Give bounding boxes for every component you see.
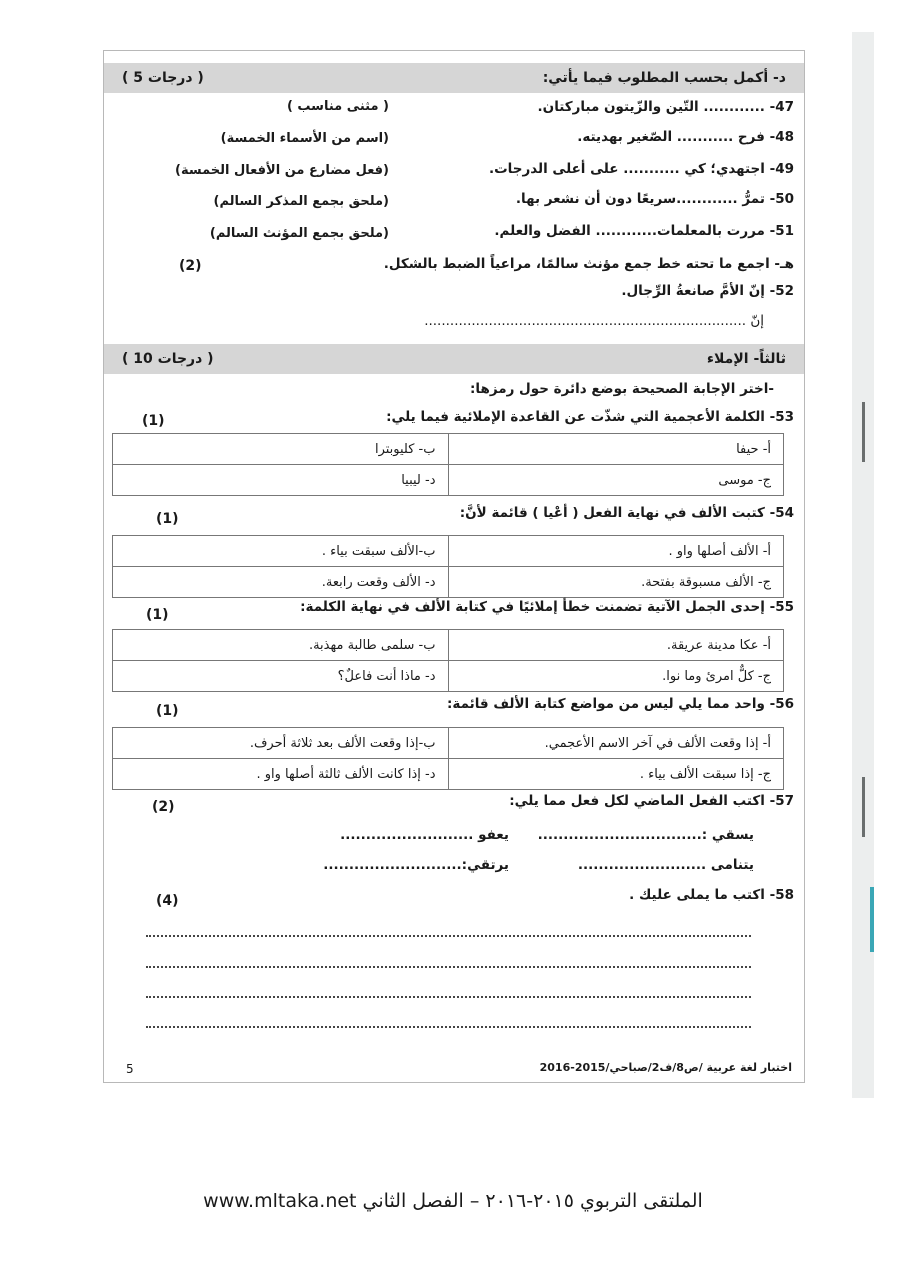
question-57-score: (2): [152, 799, 175, 815]
question-51: 51- مررت بالمعلمات............ الفضل والعلم.: [494, 223, 794, 239]
section-h-score: (2): [179, 258, 202, 274]
question-54-options: [112, 535, 784, 598]
option-a[interactable]: أ- الألف أصلها واو .: [448, 536, 784, 567]
question-53: 53- الكلمة الأعجمية التي شذّت عن القاعدة الإملائية فيما يلي:: [386, 409, 794, 425]
hint-47: ( مثنى مناسب ): [286, 99, 389, 114]
question-55-options: [112, 629, 784, 692]
question-55-score: (1): [146, 607, 169, 623]
option-b[interactable]: ب- سلمى طالبة مهذبة.: [113, 630, 449, 661]
question-52: 52- إنّ الأمَّ صانعةُ الرِّجال.: [621, 283, 794, 299]
dictation-line[interactable]: [146, 966, 751, 968]
q57-item-yafu: يعفو ..........................: [340, 827, 509, 843]
dictation-line[interactable]: [146, 996, 751, 998]
option-c[interactable]: ج- موسى: [448, 465, 784, 496]
option-d[interactable]: د- ماذا أنت فاعلٌ؟: [113, 661, 449, 692]
question-49: 49- اجتهدي؛ كي ........... على أعلى الدرجات.: [488, 161, 794, 177]
question-48: 48- فرح ........... الصّغير بهديته.: [577, 129, 794, 145]
page-number: 5: [126, 1062, 134, 1076]
question-54: 54- كتبت الألف في نهاية الفعل ( أعْيا ) قائمة لأنَّ:: [459, 505, 794, 521]
option-c[interactable]: ج- كلٌّ امرئ وما نوا.: [448, 661, 784, 692]
hint-51: (ملحق بجمع المؤنث السالم): [209, 226, 389, 241]
hint-50: (ملحق بجمع المذكر السالم): [213, 194, 389, 209]
dictation-line[interactable]: [146, 935, 751, 937]
hint-48: (اسم من الأسماء الخمسة): [220, 131, 389, 146]
website-footer: الملتقى التربوي ٢٠١٥-٢٠١٦ – الفصل الثاني www.mltaka.net: [203, 1190, 703, 1212]
question-55: 55- إحدى الجمل الآتية تضمنت خطأ إملائيًا في كتابة الألف في نهاية الكلمة:: [300, 599, 794, 615]
section-3-header: [104, 344, 804, 374]
section-3-score: ( 10 درجات ): [122, 351, 214, 367]
scan-mark: [862, 777, 865, 837]
section-d-header: [104, 63, 804, 93]
option-b[interactable]: ب- كليوبترا: [113, 434, 449, 465]
section-d-title: د- أكمل بحسب المطلوب فيما يأتي:: [542, 70, 786, 86]
question-54-score: (1): [156, 511, 179, 527]
scan-edge: [852, 32, 874, 1098]
question-56-score: (1): [156, 703, 179, 719]
section-d-score: ( 5 درجات ): [122, 70, 204, 86]
question-56: 56- واحد مما يلي ليس من مواضع كتابة الألف قائمة:: [447, 696, 794, 712]
question-53-options: [112, 433, 784, 496]
question-47: 47- ............ التّين والزّيتون مباركتان.: [537, 99, 794, 115]
question-58-score: (4): [156, 893, 179, 909]
q57-item-yasqi: يسقي :................................: [537, 827, 754, 843]
option-b[interactable]: ب-الألف سبقت بياء .: [113, 536, 449, 567]
scan-mark-teal: [870, 887, 874, 952]
option-d[interactable]: د- الألف وقعت رابعة.: [113, 567, 449, 598]
section-h-title: هـ- اجمع ما تحته خط جمع مؤنث سالمًا، مراعياً الضبط بالشكل.: [383, 256, 794, 272]
dictation-line[interactable]: [146, 1026, 751, 1028]
section-3-instruction: -اختر الإجابة الصحيحة بوضع دائرة حول رمزها:: [469, 381, 774, 397]
q57-item-yatanama: يتنامى .........................: [577, 857, 754, 873]
question-53-score: (1): [142, 413, 165, 429]
question-56-options: [112, 727, 784, 790]
exam-page: [103, 50, 805, 1083]
option-c[interactable]: ج- إذا سبقت الألف بياء .: [448, 759, 784, 790]
option-a[interactable]: أ- حيفا: [448, 434, 784, 465]
hint-49: (فعل مضارع من الأفعال الخمسة): [175, 163, 389, 178]
option-d[interactable]: د- إذا كانت الألف ثالثة أصلها واو .: [113, 759, 449, 790]
question-50: 50- تمرُّ ............سريعًا دون أن نشعر بها.: [515, 191, 794, 207]
exam-reference: اختبار لغة عربية /ص8/ف2/صباحي/2015-2016: [539, 1061, 792, 1074]
scan-mark: [862, 402, 865, 462]
section-3-title: ثالثاً- الإملاء: [706, 351, 786, 367]
question-58: 58- اكتب ما يملى عليك .: [629, 887, 794, 903]
option-c[interactable]: ج- الألف مسبوقة بفتحة.: [448, 567, 784, 598]
question-52-answer-line: إنّ ...........................................................................: [424, 313, 764, 329]
option-b[interactable]: ب-إذا وقعت الألف بعد ثلاثة أحرف.: [113, 728, 449, 759]
option-d[interactable]: د- ليبيا: [113, 465, 449, 496]
option-a[interactable]: أ- عكا مدينة عريقة.: [448, 630, 784, 661]
option-a[interactable]: أ- إذا وقعت الألف في آخر الاسم الأعجمي.: [448, 728, 784, 759]
question-57: 57- اكتب الفعل الماضي لكل فعل مما يلي:: [509, 793, 794, 809]
q57-item-yartaqi: يرتقي:...........................: [323, 857, 509, 873]
